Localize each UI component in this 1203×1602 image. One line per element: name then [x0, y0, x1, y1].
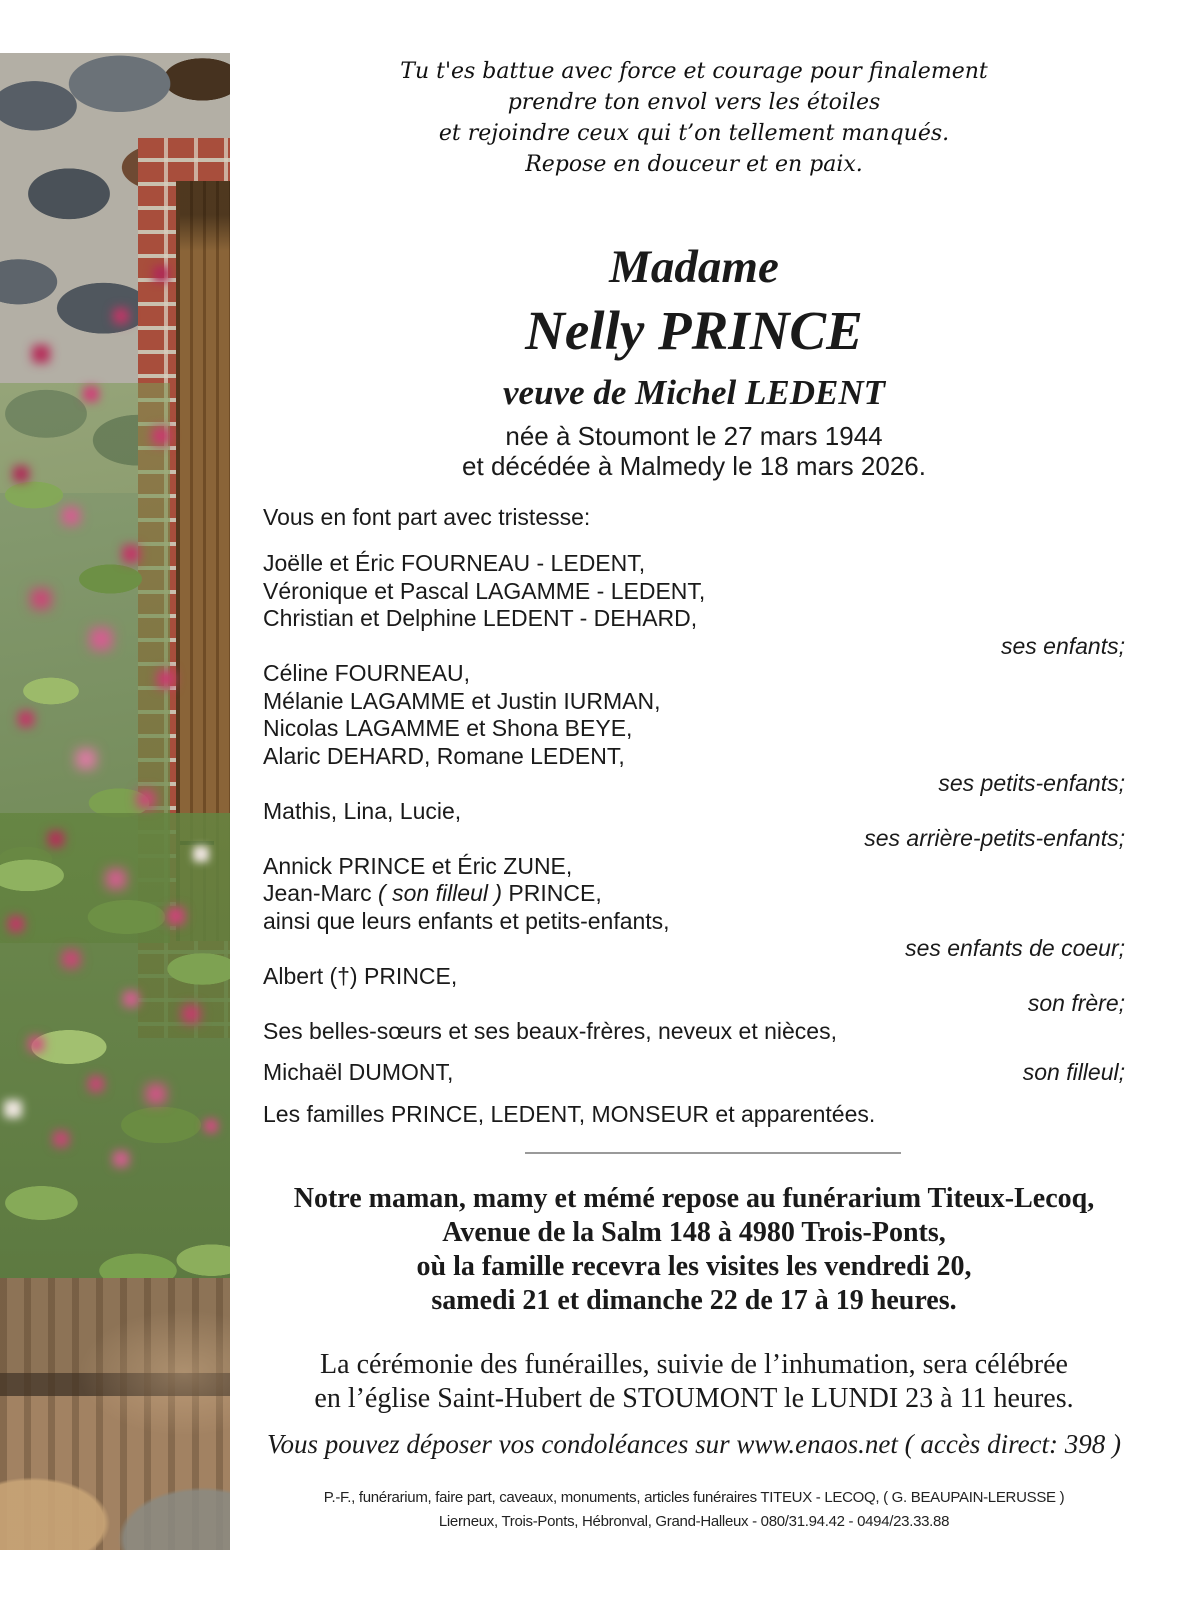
foliage-lower — [0, 813, 230, 1333]
ceremony-line: La cérémonie des funérailles, suivie de l’inhumation, sera célébrée — [320, 1349, 1068, 1380]
family-name-line: Annick PRINCE et Éric ZUNE, — [263, 852, 573, 879]
flowers-photo — [0, 53, 230, 1550]
name-part-italic: ( son filleul ) — [378, 880, 503, 906]
godson-row — [263, 1059, 1125, 1087]
visitation-line: samedi 21 et dimanche 22 de 17 à 19 heures. — [431, 1285, 957, 1316]
visitation-line: Notre maman, mamy et mémé repose au funérarium Titeux-Lecoq, — [293, 1183, 1095, 1214]
footer-line: Lierneux, Trois-Ponts, Hébronval, Grand-Halleux - 080/31.94.42 - 0494/23.33.88 — [438, 1513, 950, 1530]
family-name-line — [263, 880, 1125, 908]
family-name-line: Véronique et Pascal LAGAMME - LEDENT, — [263, 577, 706, 604]
family-name-line: ainsi que leurs enfants et petits-enfants, — [263, 907, 670, 934]
relation-label-children: ses enfants; — [1000, 632, 1125, 659]
relation-label-children-of-heart: ses enfants de coeur; — [905, 935, 1125, 961]
relation-label-grandchildren: ses petits-enfants; — [938, 770, 1125, 796]
epitaph-line: et rejoindre ceux qui t’on tellement manqués. — [438, 121, 950, 146]
relation-label-great-grandchildren: ses arrière-petits-enfants; — [864, 825, 1125, 851]
family-name-line: Céline FOURNEAU, — [263, 660, 471, 686]
deceased-widow-of: veuve de Michel LEDENT — [503, 373, 885, 412]
visitation-notice — [263, 1182, 1125, 1318]
family-name-line: Albert (†) PRINCE, — [263, 962, 458, 989]
families-line: Les familles PRINCE, LEDENT, MONSEUR et apparentées. — [263, 1100, 876, 1127]
epitaph — [263, 56, 1125, 180]
footer-line: P.-F., funérarium, faire part, caveaux, monuments, articles funéraires TITEUX - LECOQ, ( G. BEAUPAIN-LERUSSE ) — [323, 1489, 1065, 1506]
announcement-intro: Vous en font part avec tristesse: — [263, 504, 591, 530]
relation-label-brother: son frère; — [1027, 990, 1125, 1016]
family-name-line: Nicolas LAGAMME et Shona BEYE, — [263, 715, 633, 741]
visitation-line: Avenue de la Salm 148 à 4980 Trois-Ponts, — [442, 1217, 946, 1248]
family-list — [263, 550, 1125, 1128]
deceased-death-line: et décédée à Malmedy le 18 mars 2026. — [462, 451, 926, 481]
condolences-line: Vous pouvez déposer vos condoléances sur www.enaos.net ( accès direct: 398 ) — [266, 1429, 1122, 1459]
name-part: Jean-Marc — [263, 880, 379, 906]
planter-blocks — [0, 1278, 230, 1550]
deceased-birth-line: née à Stoumont le 27 mars 1944 — [505, 421, 883, 451]
ceremony-notice — [263, 1348, 1125, 1416]
epitaph-line: prendre ton envol vers les étoiles — [507, 90, 881, 115]
epitaph-line: Repose en douceur et en paix. — [525, 152, 863, 177]
deceased-title: Madame — [609, 241, 779, 293]
flower-clusters — [0, 53, 2, 55]
family-name-line: Mathis, Lina, Lucie, — [263, 797, 462, 824]
epitaph-line: Tu t'es battue avec force et courage pour finalement — [400, 59, 988, 84]
name-part: PRINCE, — [502, 880, 602, 906]
relation-label-godson: son filleul; — [1022, 1059, 1125, 1085]
deceased-name: Nelly PRINCE — [525, 300, 863, 361]
family-name-line: Michaël DUMONT, — [263, 1059, 454, 1085]
family-name-line: Ses belles-sœurs et ses beaux-frères, neveux et nièces, — [263, 1017, 837, 1044]
ceremony-line: en l’église Saint-Hubert de STOUMONT le LUNDI 23 à 11 heures. — [314, 1383, 1074, 1414]
announcement-content — [263, 0, 1125, 1602]
visitation-line: où la famille recevra les visites les vendredi 20, — [416, 1251, 972, 1282]
section-divider — [525, 1152, 901, 1154]
family-name-line: Mélanie LAGAMME et Justin IURMAN, — [263, 687, 661, 714]
family-name-line: Joëlle et Éric FOURNEAU - LEDENT, — [263, 550, 646, 576]
family-name-line: Alaric DEHARD, Romane LEDENT, — [263, 742, 625, 769]
funeral-home-footer — [263, 1486, 1125, 1534]
family-name-line: Christian et Delphine LEDENT - DEHARD, — [263, 605, 698, 631]
